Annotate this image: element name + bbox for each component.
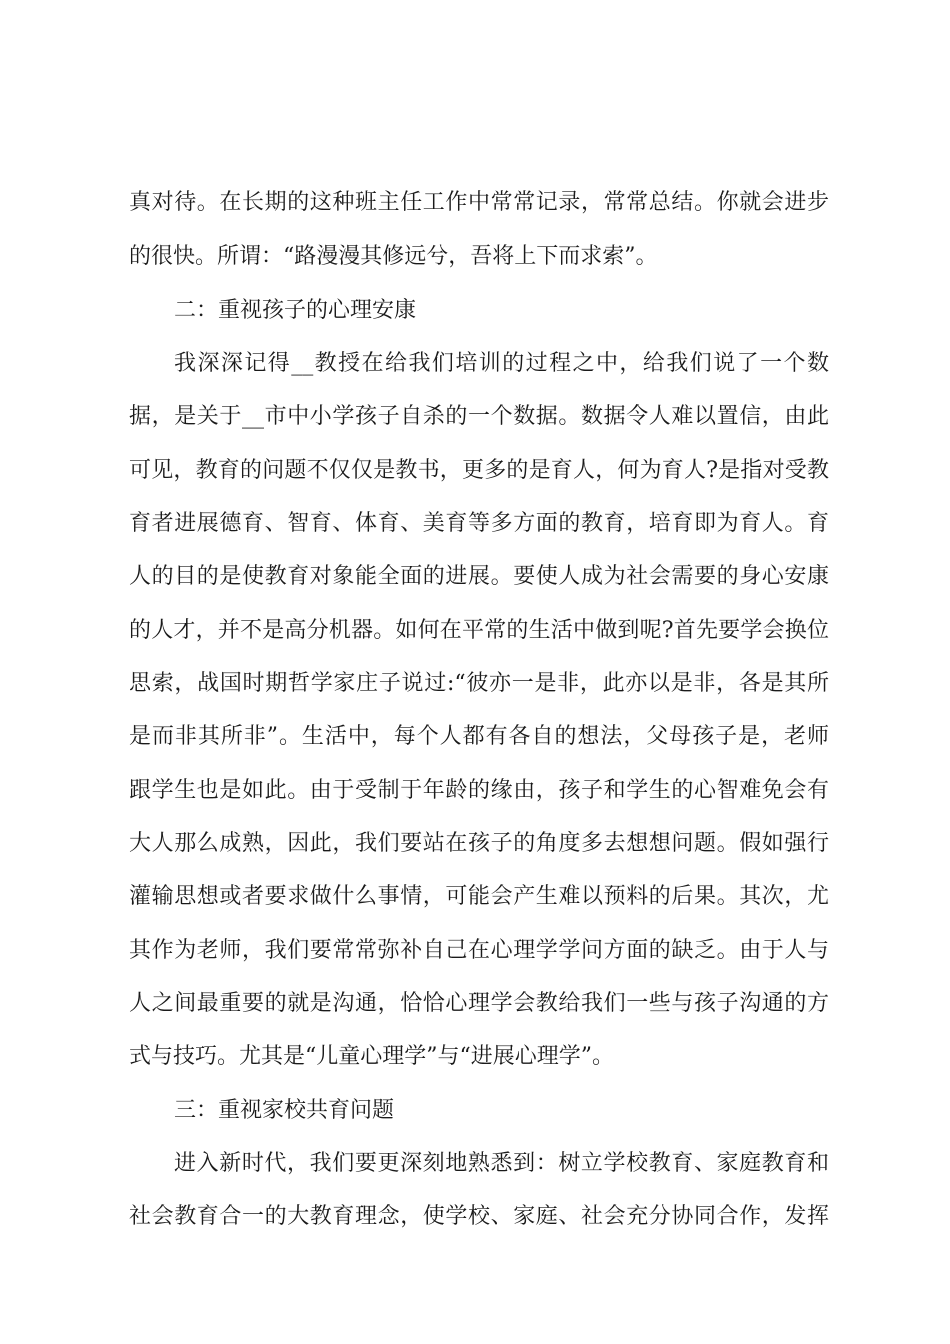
paragraph-line: 是而非其所非”。生活中，每个人都有各自的想法，父母孩子是，老师 <box>129 724 829 749</box>
paragraph-line: 其作为老师，我们要常常弥补自己在心理学学问方面的缺乏。由于人与 <box>129 938 829 963</box>
paragraph-line: 式与技巧。尤其是“儿童心理学”与“进展心理学”。 <box>129 1044 614 1069</box>
paragraph-line: 人之间最重要的就是沟通，恰恰心理学会教给我们一些与孩子沟通的方 <box>129 991 829 1016</box>
section-heading: 二：重视孩子的心理安康 <box>174 298 417 323</box>
paragraph-line: 可见，教育的问题不仅仅是教书，更多的是育人，何为育人?是指对受教 <box>129 458 829 483</box>
paragraph-line: 的很快。所谓：“路漫漫其修远兮，吾将上下而求索”。 <box>129 244 658 269</box>
paragraph-line: 的人才，并不是高分机器。如何在平常的生活中做到呢?首先要学会换位 <box>129 618 829 643</box>
paragraph-line: 人的目的是使教育对象能全面的进展。要使人成为社会需要的身心安康 <box>129 564 829 589</box>
paragraph-line: 据，是关于__市中小学孩子自杀的一个数据。数据令人难以置信，由此 <box>129 404 829 429</box>
paragraph-line: 我深深记得__教授在给我们培训的过程之中，给我们说了一个数 <box>174 351 829 376</box>
paragraph-line: 社会教育合一的大教育理念，使学校、家庭、社会充分协同合作，发挥 <box>129 1204 829 1229</box>
paragraph-line: 育者进展德育、智育、体育、美育等多方面的教育，培育即为育人。育 <box>129 511 829 536</box>
paragraph-line: 真对待。在长期的这种班主任工作中常常记录，常常总结。你就会进步 <box>129 190 829 215</box>
paragraph-line: 灌输思想或者要求做什么事情，可能会产生难以预料的后果。其次，尤 <box>129 884 829 909</box>
paragraph-line: 思索，战国时期哲学家庄子说过:“彼亦一是非，此亦以是非，各是其所 <box>129 671 829 696</box>
section-heading: 三：重视家校共育问题 <box>174 1098 395 1123</box>
paragraph-line: 进入新时代，我们要更深刻地熟悉到：树立学校教育、家庭教育和 <box>174 1151 829 1176</box>
paragraph-line: 跟学生也是如此。由于受制于年龄的缘由，孩子和学生的心智难免会有 <box>129 778 829 803</box>
paragraph-line: 大人那么成熟，因此，我们要站在孩子的角度多去想想问题。假如强行 <box>129 831 829 856</box>
